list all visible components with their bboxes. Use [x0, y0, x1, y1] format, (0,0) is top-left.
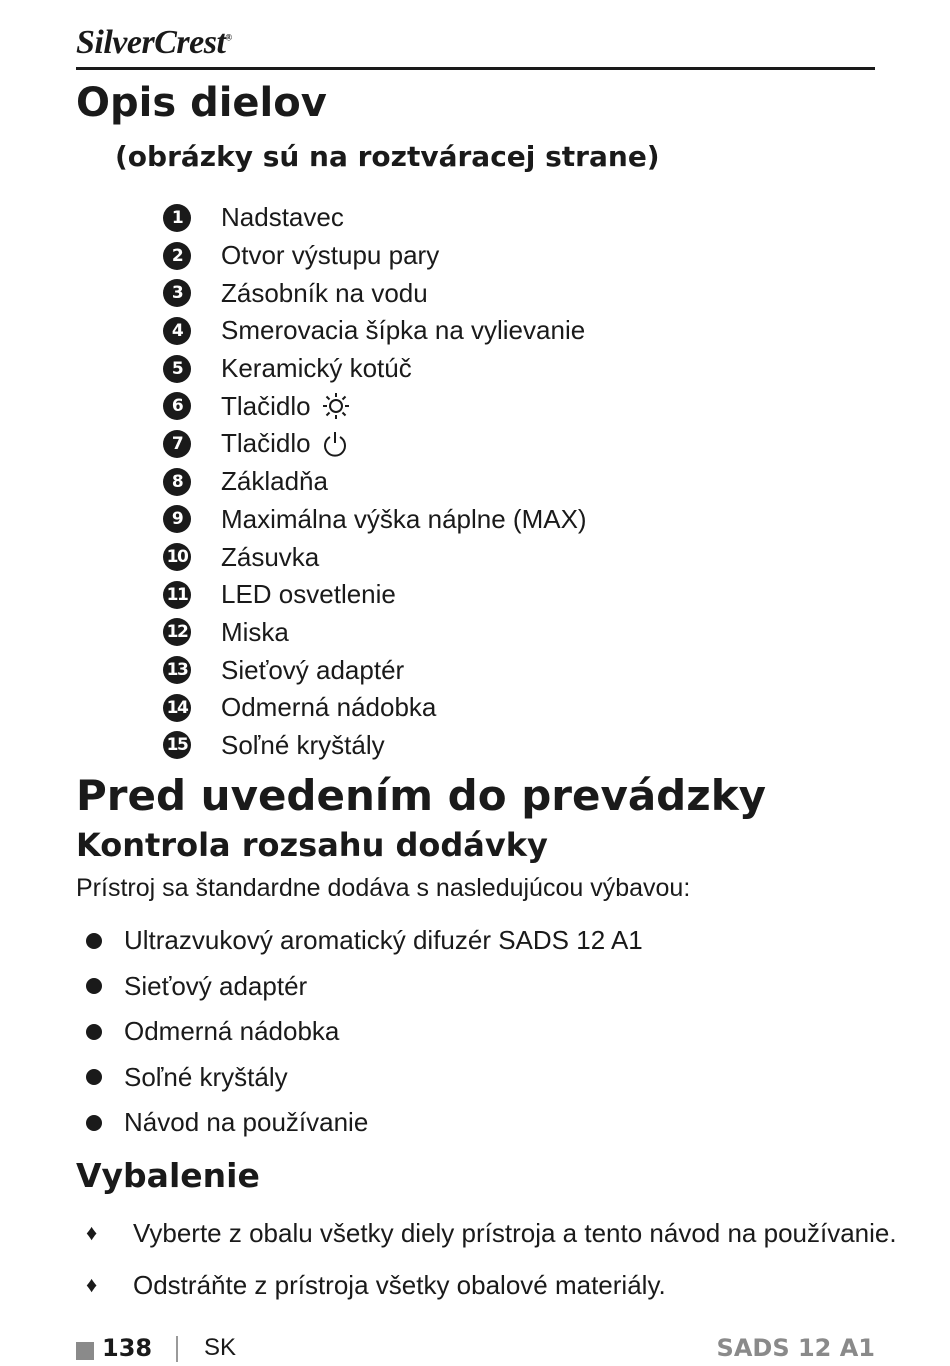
- list-item: [163, 576, 587, 614]
- subsection-title-check: Kontrola rozsahu dodávky: [76, 826, 548, 864]
- diamond-icon: ♦: [86, 1272, 98, 1297]
- list-item: [163, 614, 587, 652]
- list-item: [163, 312, 587, 350]
- list-item: [86, 1259, 897, 1311]
- item-label: Ultrazvukový aromatický difuzér SADS 12 A1: [124, 925, 643, 956]
- list-item: [163, 425, 587, 463]
- brand-logo: SilverCrest®: [76, 24, 232, 61]
- item-number: 1: [163, 204, 191, 232]
- item-number: 8: [163, 468, 191, 496]
- item-number: 13: [163, 656, 191, 684]
- item-label: Zásobník na vodu: [221, 277, 428, 308]
- list-item: [163, 199, 587, 237]
- item-label: Soľné kryštály: [221, 729, 385, 760]
- item-label: Odmerná nádobka: [124, 1016, 340, 1047]
- item-number: 11: [163, 581, 191, 609]
- list-item: [163, 651, 587, 689]
- item-number: 6: [163, 392, 191, 420]
- item-number: 5: [163, 355, 191, 383]
- item-number: 12: [163, 618, 191, 646]
- list-item: [86, 1009, 643, 1055]
- list-item: [163, 501, 587, 539]
- bullet-icon: [86, 1115, 102, 1131]
- unpack-list: [86, 1207, 897, 1311]
- item-label: Soľné kryštály: [124, 1061, 288, 1092]
- parts-list: [163, 199, 587, 764]
- section-title-start: Pred uvedením do prevádzky: [76, 771, 767, 820]
- list-item: [86, 1100, 643, 1146]
- list-item: [86, 964, 643, 1010]
- header-rule: [76, 67, 875, 70]
- list-item: [163, 387, 587, 425]
- list-item: [163, 727, 587, 765]
- square-icon: [76, 1342, 94, 1360]
- bullet-icon: [86, 978, 102, 994]
- item-label: LED osvetlenie: [221, 579, 396, 610]
- item-label: Smerovacia šípka na vylievanie: [221, 315, 586, 346]
- item-label: Odstráňte z prístroja všetky obalové materiály.: [133, 1269, 666, 1300]
- item-number: 10: [163, 543, 191, 571]
- item-label: Sieťový adaptér: [124, 970, 308, 1001]
- item-label: Miska: [221, 616, 289, 647]
- item-label: Keramický kotúč: [221, 353, 412, 384]
- light-icon: [321, 392, 351, 420]
- model-name: SADS 12 A1: [716, 1334, 875, 1362]
- item-label: Sieťový adaptér: [221, 654, 405, 685]
- list-item: [163, 463, 587, 501]
- item-label: Tlačidlo: [221, 390, 311, 421]
- item-label: Odmerná nádobka: [221, 692, 437, 723]
- delivery-list: [86, 918, 643, 1146]
- item-label: Základňa: [221, 466, 328, 497]
- list-item: [163, 237, 587, 275]
- item-number: 14: [163, 694, 191, 722]
- bullet-icon: [86, 933, 102, 949]
- bullet-icon: [86, 1024, 102, 1040]
- section-subtitle-parts: (obrázky sú na roztváracej strane): [115, 140, 660, 173]
- item-number: 9: [163, 505, 191, 533]
- item-number: 2: [163, 242, 191, 270]
- item-number: 4: [163, 317, 191, 345]
- item-label: Tlačidlo: [221, 428, 311, 459]
- page-number: 138: [102, 1334, 153, 1362]
- page-footer: [76, 1334, 875, 1366]
- subsection-title-unpack: Vybalenie: [76, 1156, 260, 1195]
- list-item: [163, 350, 587, 388]
- item-label: Vyberte z obalu všetky diely prístroja a tento návod na používanie.: [133, 1217, 897, 1248]
- power-icon: [321, 430, 349, 458]
- list-item: [163, 274, 587, 312]
- section-title-parts: Opis dielov: [76, 80, 327, 126]
- item-number: 3: [163, 279, 191, 307]
- language-code: SK: [204, 1334, 237, 1361]
- check-intro: Prístroj sa štandardne dodáva s nasledujúcou výbavou:: [76, 874, 691, 902]
- list-item: [163, 689, 587, 727]
- item-number: 7: [163, 430, 191, 458]
- bullet-icon: [86, 1069, 102, 1085]
- item-label: Zásuvka: [221, 541, 320, 572]
- divider: [176, 1336, 178, 1362]
- list-item: [86, 1055, 643, 1101]
- item-number: 15: [163, 731, 191, 759]
- item-label: Otvor výstupu pary: [221, 240, 440, 271]
- diamond-icon: ♦: [86, 1220, 98, 1245]
- list-item: [86, 1207, 897, 1259]
- item-label: Návod na používanie: [124, 1107, 369, 1138]
- list-item: [86, 918, 643, 964]
- item-label: Nadstavec: [221, 202, 344, 233]
- item-label: Maximálna výška náplne (MAX): [221, 503, 587, 534]
- list-item: [163, 538, 587, 576]
